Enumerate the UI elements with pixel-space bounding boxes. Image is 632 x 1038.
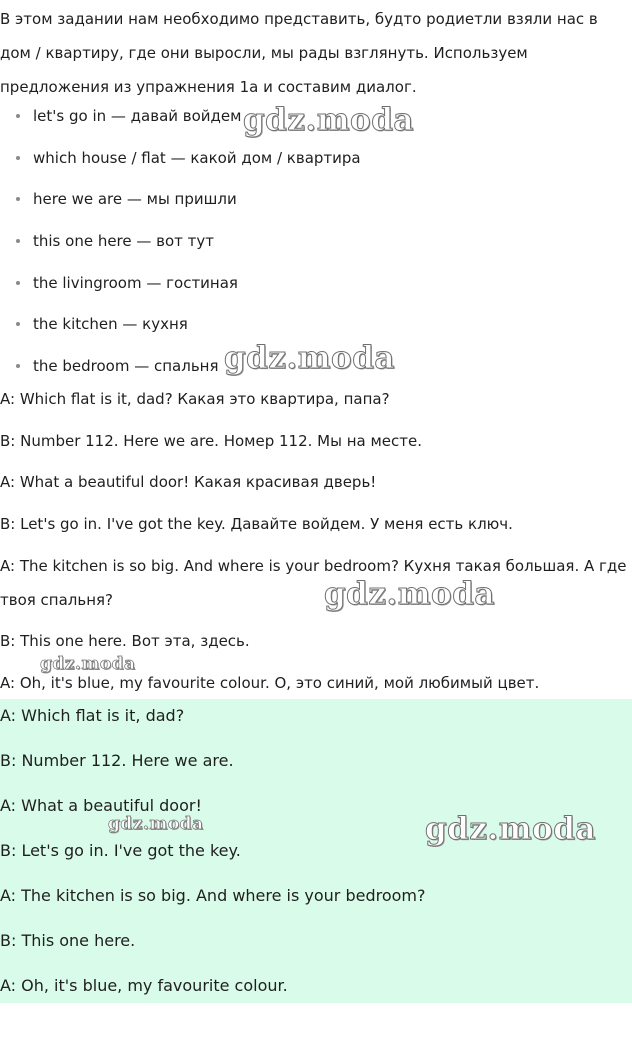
dialog-line: A: The kitchen is so big. And where is your bedroom? — [0, 886, 426, 905]
dialog-line: B: Let's go in. I've got the key. — [0, 841, 241, 860]
vocab-text: the kitchen — кухня — [33, 315, 188, 334]
list-item — [0, 224, 632, 266]
list-item — [0, 266, 632, 308]
dialog-line: B: This one here. — [0, 931, 136, 950]
dialog-line: A: Which flat is it, dad? — [0, 706, 185, 725]
vocab-text: which house / flat — какой дом / квартира — [33, 148, 361, 167]
bullet-icon — [16, 114, 20, 118]
vocab-text: the bedroom — спальня — [33, 357, 219, 376]
vocab-text: here we are — мы пришли — [33, 190, 237, 209]
watermark: gdz.moda — [224, 340, 395, 376]
dialog-line: A: Oh, it's blue, my favourite colour. О, это синий, мой любимый цвет. — [0, 674, 540, 693]
dialog-line: B: Let's go in. I've got the key. Давайте войдем. У меня есть ключ. — [0, 515, 513, 534]
intro-paragraph: В этом задании нам необходимо представить, будто родиетли взяли нас в дом / квартиру, где они выросли, мы рады взглянуть. Используем предложения из упражнения 1a и составим диалог. — [0, 10, 598, 96]
watermark: gdz.moda — [425, 811, 596, 847]
list-item — [0, 141, 632, 183]
bullet-icon — [16, 364, 20, 368]
dialog-translated — [0, 382, 630, 700]
vocab-text: this one here — вот тут — [33, 232, 215, 251]
watermark: gdz.moda — [108, 814, 204, 834]
dialog-line: A: What a beautiful door! — [0, 796, 202, 815]
english-dialog-box — [0, 699, 632, 1003]
bullet-icon — [16, 281, 20, 285]
watermark: gdz.moda — [243, 102, 414, 138]
bullet-icon — [16, 239, 20, 243]
bullet-icon — [16, 156, 20, 160]
vocab-text: let's go in — давай войдем — [33, 107, 242, 125]
dialog-line: A: Which flat is it, dad? Какая это квартира, папа? — [0, 390, 390, 408]
dialog-line: B: Number 112. Here we are. Номер 112. Мы на месте. — [0, 431, 423, 450]
bullet-icon — [16, 197, 20, 201]
watermark: gdz.moda — [324, 576, 495, 612]
bullet-icon — [16, 322, 20, 326]
dialog-line: A: Oh, it's blue, my favourite colour. — [0, 976, 288, 995]
dialog-line: A: The kitchen is so big. And where is your bedroom? Кухня такая большая. А где твоя спальня? — [0, 556, 627, 609]
dialog-line: B: This one here. Вот эта, здесь. — [0, 632, 250, 651]
watermark: gdz.moda — [40, 654, 136, 674]
list-item — [0, 182, 632, 224]
dialog-line: A: What a beautiful door! Какая красивая дверь! — [0, 473, 377, 492]
vocab-text: the livingroom — гостиная — [33, 273, 238, 292]
dialog-line: B: Number 112. Here we are. — [0, 751, 234, 770]
